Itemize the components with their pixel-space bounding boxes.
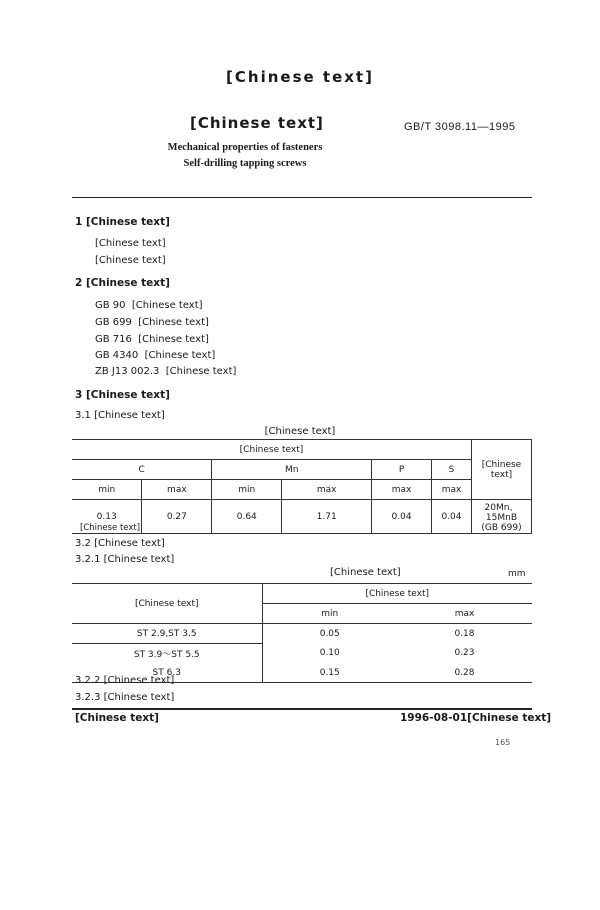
clause-3-1: 3.1 [Chinese text] <box>75 410 165 421</box>
clause-3-2-1: 3.2.1 [Chinese text] <box>75 554 175 565</box>
table-2-unit: mm <box>508 569 526 579</box>
reference-code: GB 699 <box>95 317 132 328</box>
reference-item <box>95 317 209 328</box>
table-2 <box>72 583 532 683</box>
reference-item <box>95 350 215 361</box>
reference-name: [Chinese text] <box>138 334 209 345</box>
spec-cell: ST 6.3 <box>72 663 262 683</box>
reference-name: [Chinese text] <box>165 366 237 377</box>
section-1-paragraph-1: [Chinese text] <box>95 238 166 249</box>
composition-header: [Chinese text] <box>72 440 471 460</box>
grade-line-2: (GB 699) <box>481 523 522 533</box>
max-cell: 0.18 <box>397 624 532 644</box>
value-cell: 0.13 <box>72 500 142 534</box>
value-cell: 0.04 <box>372 500 432 534</box>
element-header: C <box>72 460 212 480</box>
subheader-cell: max <box>432 480 472 500</box>
reference-item <box>95 334 209 345</box>
min-cell: 0.10 <box>319 648 340 659</box>
value-cell: 0.27 <box>142 500 212 534</box>
value-cell: 0.04 <box>432 500 472 534</box>
section-1-paragraph-2: [Chinese text] <box>95 255 166 266</box>
value-cell: 1.71 <box>282 500 372 534</box>
reference-name: [Chinese text] <box>144 350 216 361</box>
reference-item <box>95 300 203 311</box>
section-3-heading: 3 [Chinese text] <box>75 389 170 401</box>
section-2-heading: 2 [Chinese text] <box>75 277 170 289</box>
clause-3-2-2: 3.2.2 [Chinese text] <box>75 675 175 686</box>
clause-3-2: 3.2 [Chinese text] <box>75 538 165 549</box>
spec-cell: ST 3.9～ST 5.5 <box>72 644 262 664</box>
grade-cell <box>471 500 531 534</box>
reference-item <box>95 366 236 377</box>
subheader-cell: max <box>282 480 372 500</box>
table-1-caption: [Chinese text] <box>264 426 336 437</box>
min-cell: 0.05 <box>262 624 397 644</box>
footer-divider <box>72 708 532 710</box>
reference-code: ZB J13 002.3 <box>95 366 160 377</box>
spec-cell: ST 2.9,ST 3.5 <box>72 624 262 644</box>
clause-3-2-3: 3.2.3 [Chinese text] <box>75 692 175 703</box>
english-title-line1: Mechanical properties of fasteners <box>167 142 323 153</box>
subheader-cell: max <box>142 480 212 500</box>
subheader-cell: min <box>72 480 142 500</box>
standard-number: GB/T 3098.11—1995 <box>404 121 516 133</box>
effective-date: 1996-08-01[Chinese text] <box>400 712 552 724</box>
element-header: S <box>432 460 472 480</box>
issued-by: [Chinese text] <box>75 712 159 724</box>
subheader-cell: min <box>212 480 282 500</box>
max-cell: 0.23 <box>454 648 475 659</box>
national-standard-title: [Chinese text] <box>226 68 374 86</box>
element-header: Mn <box>212 460 372 480</box>
section-1-heading: 1 [Chinese text] <box>75 216 170 228</box>
grade-header: [Chinese text] <box>471 440 531 500</box>
subheader-cell: max <box>397 604 532 624</box>
table-1 <box>72 439 532 534</box>
min-cell: 0.15 <box>262 663 397 683</box>
max-cell: 0.28 <box>397 663 532 683</box>
grade-line-1: 20Mn、15MnB <box>484 503 519 523</box>
english-title-line2: Self-drilling tapping screws <box>183 158 307 169</box>
reference-code: GB 90 <box>95 300 126 311</box>
header-divider <box>72 197 532 198</box>
subheader-cell: max <box>372 480 432 500</box>
carburized-depth-header: [Chinese text] <box>262 584 532 604</box>
reference-code: GB 716 <box>95 334 132 345</box>
reference-name: [Chinese text] <box>138 317 209 328</box>
page-number: 165 <box>495 738 511 747</box>
reference-name: [Chinese text] <box>131 300 203 311</box>
table-2-caption: [Chinese text] <box>330 567 401 578</box>
subheader-cell: min <box>262 604 397 624</box>
value-cell: 0.64 <box>212 500 282 534</box>
table-1-note: [Chinese text] <box>80 523 141 533</box>
reference-code: GB 4340 <box>95 350 139 361</box>
thread-spec-header: [Chinese text] <box>72 584 262 624</box>
element-header: P <box>372 460 432 480</box>
standard-title: [Chinese text] <box>190 114 324 132</box>
